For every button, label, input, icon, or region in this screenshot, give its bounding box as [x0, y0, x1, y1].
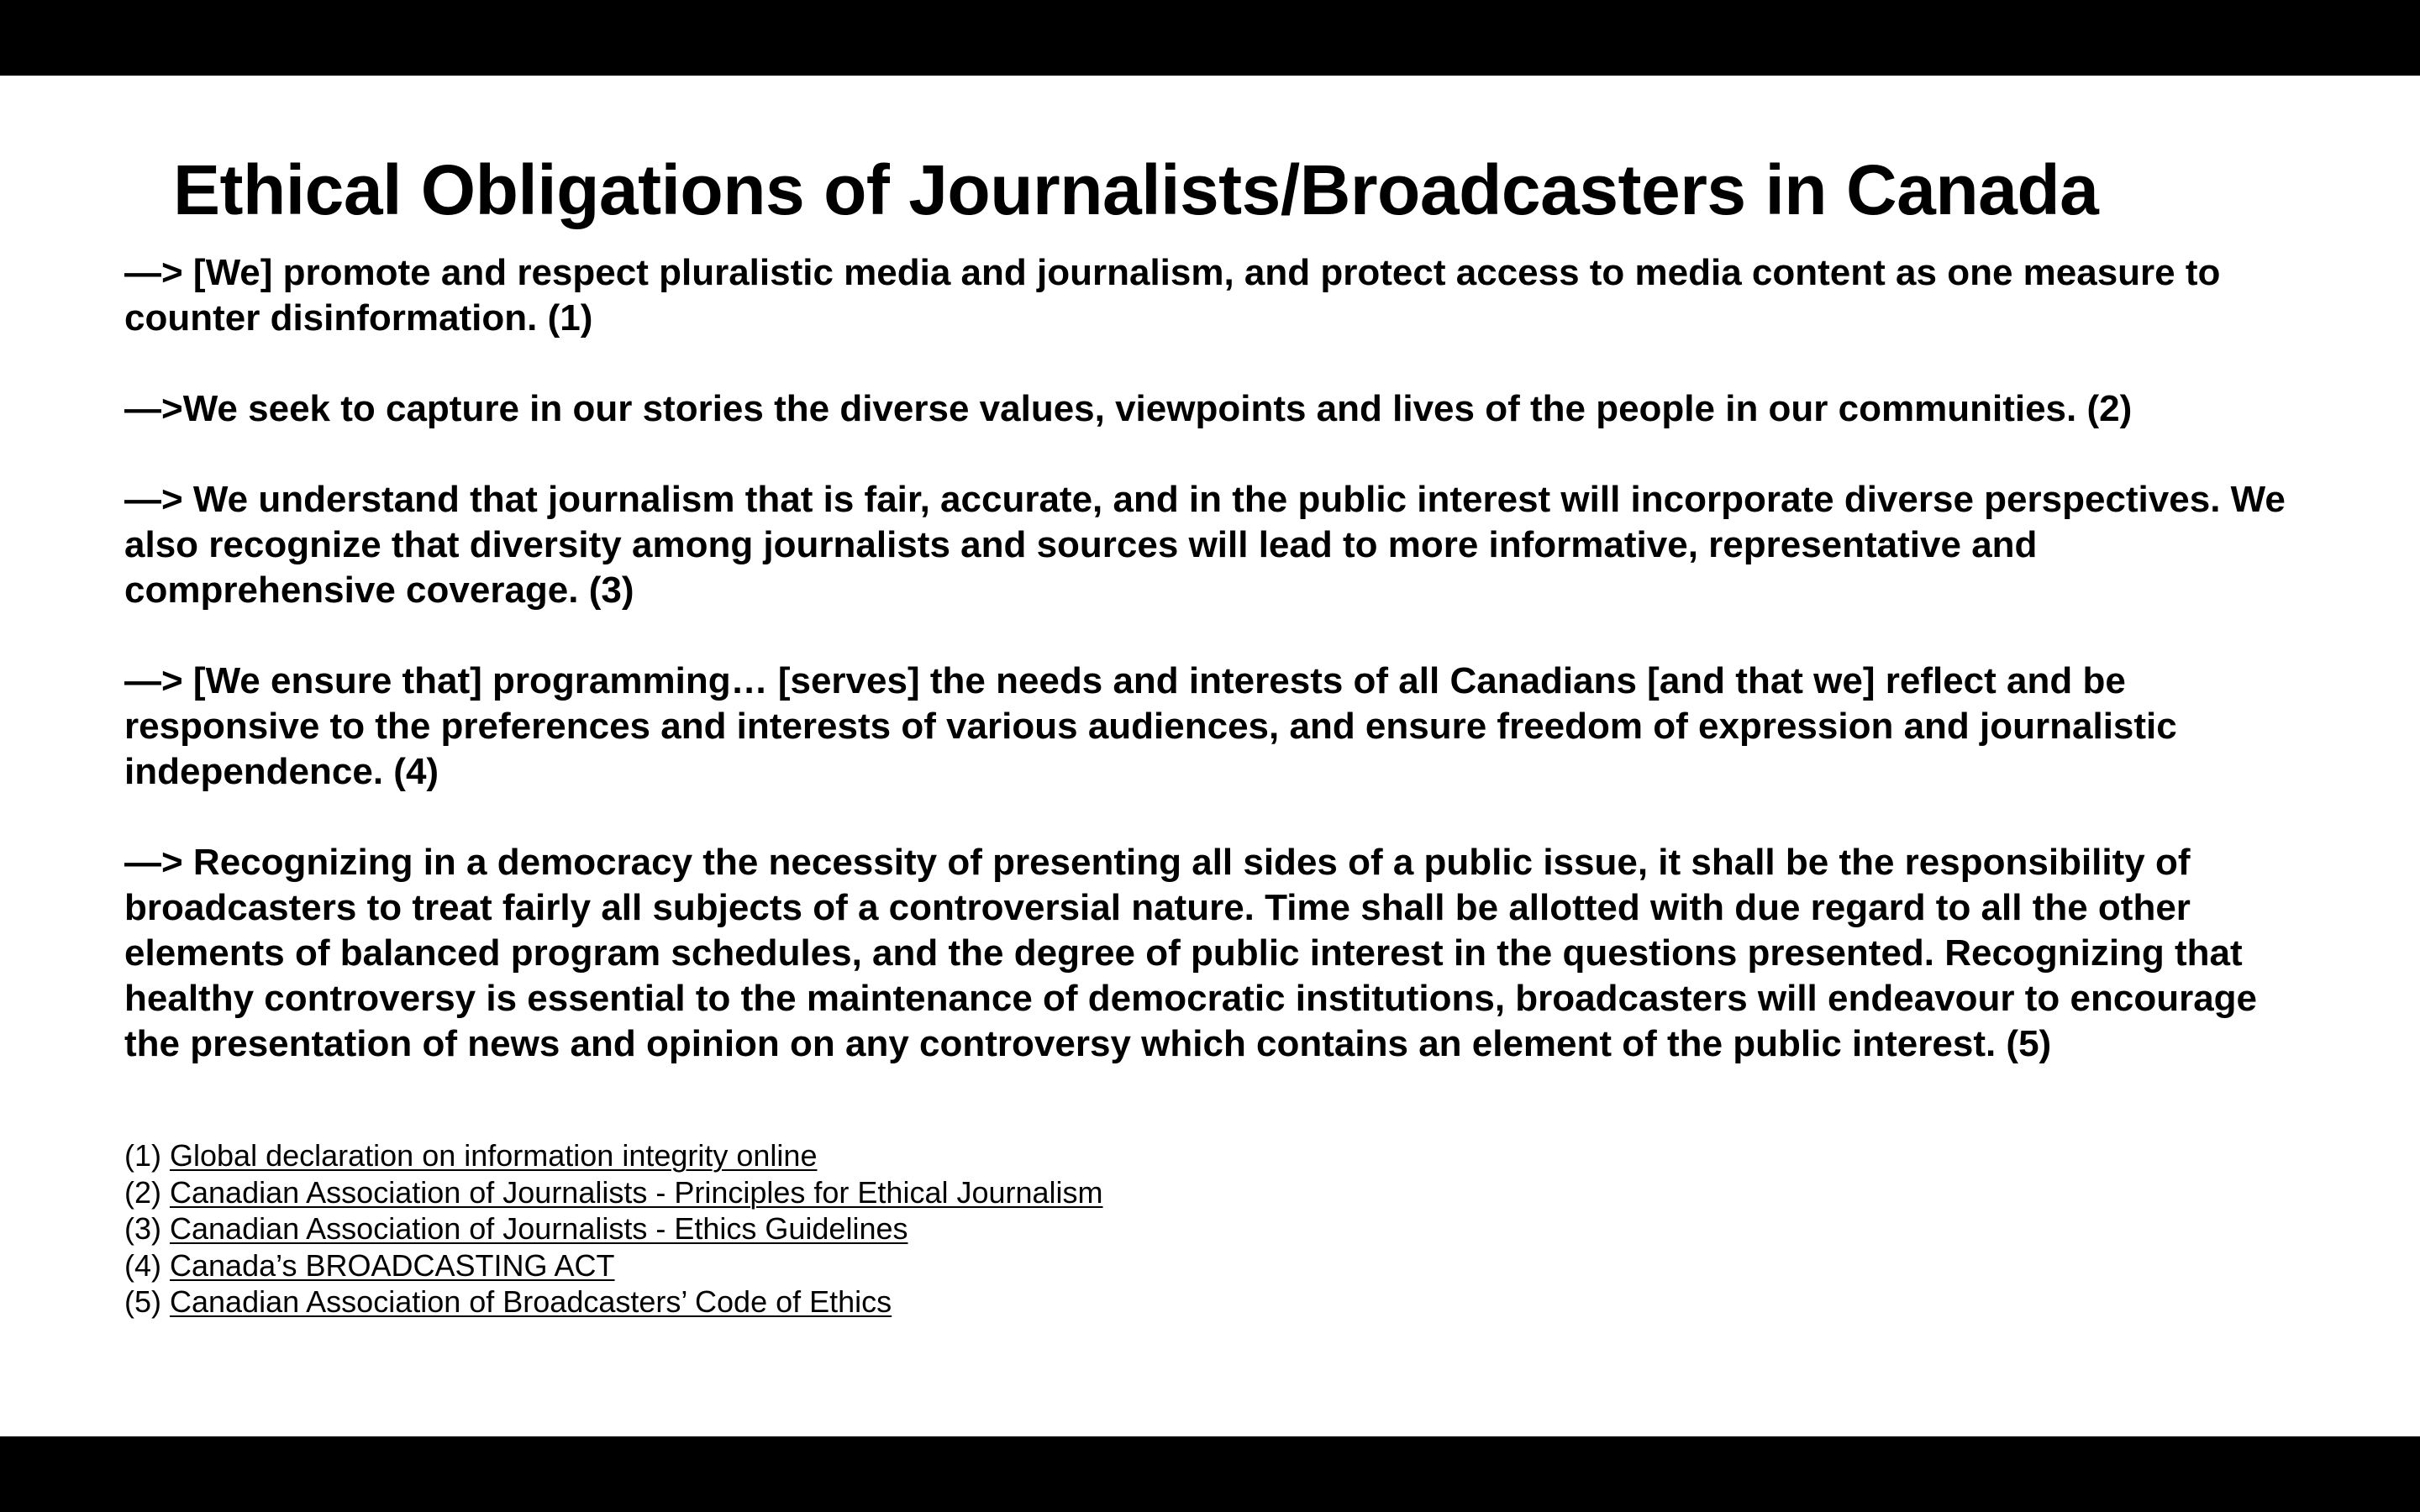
reference-link-caj-ethics-guidelines[interactable]: Canadian Association of Journalists - Ethics Guidelines [170, 1211, 908, 1246]
paragraph-programming-needs: —> [We ensure that] programming… [serves] the needs and interests of all Canadians [and that we] reflect and be responsive to the preferences and interests of various audiences, and ensure freedom of expression and journalistic independence. (4) [124, 660, 2177, 792]
letterbox-bottom [0, 1436, 2420, 1512]
letterbox-top [0, 0, 2420, 76]
reference-number: (3) [124, 1211, 161, 1246]
paragraph-controversy-fairness: —> Recognizing in a democracy the necessity of presenting all sides of a public issue, it shall be the responsibility of broadcasters to treat fairly all subjects of a controversial nature. Time shall be allotted with due regard to all the other elements of balanced program schedules, and the degree of public interest in the questions presented. Recognizing that healthy controversy is essential to the maintenance of democratic institutions, broadcasters will endeavour to encourage the presentation of news and opinion on any controversy which contains an element of the public interest. (5) [124, 842, 2258, 1064]
reference-link-caj-principles[interactable]: Canadian Association of Journalists - Principles for Ethical Journalism [170, 1174, 1103, 1210]
reference-number: (4) [124, 1247, 161, 1283]
reference-item [124, 1247, 1103, 1284]
reference-number: (5) [124, 1284, 161, 1319]
reference-link-cab-code-of-ethics[interactable]: Canadian Association of Broadcasters’ Code of Ethics [170, 1284, 892, 1319]
reference-number: (2) [124, 1174, 161, 1210]
reference-item [124, 1210, 1103, 1247]
reference-number: (1) [124, 1138, 161, 1173]
reference-item [124, 1174, 1103, 1211]
reference-link-broadcasting-act[interactable]: Canada’s BROADCASTING ACT [170, 1247, 615, 1283]
reference-link-global-declaration[interactable]: Global declaration on information integrity online [170, 1138, 818, 1173]
paragraph-diverse-perspectives: —> We understand that journalism that is fair, accurate, and in the public interest will incorporate diverse perspectives. We also recognize that diversity among journalists and sources will lead to more informative, representative and comprehensive coverage. (3) [124, 479, 2286, 611]
slide [0, 76, 2420, 1436]
references-list [124, 1137, 1103, 1320]
paragraph-diverse-values: —>We seek to capture in our stories the diverse values, viewpoints and lives of the people in our communities. (2) [124, 388, 2133, 429]
reference-item [124, 1284, 1103, 1320]
paragraph-pluralistic-media: —> [We] promote and respect pluralistic media and journalism, and protect access to media content as one measure to counter disinformation. (1) [124, 252, 2221, 339]
reference-item [124, 1137, 1103, 1174]
slide-title: Ethical Obligations of Journalists/Broadcasters in Canada [173, 150, 2099, 229]
slide-body [124, 250, 2309, 1112]
